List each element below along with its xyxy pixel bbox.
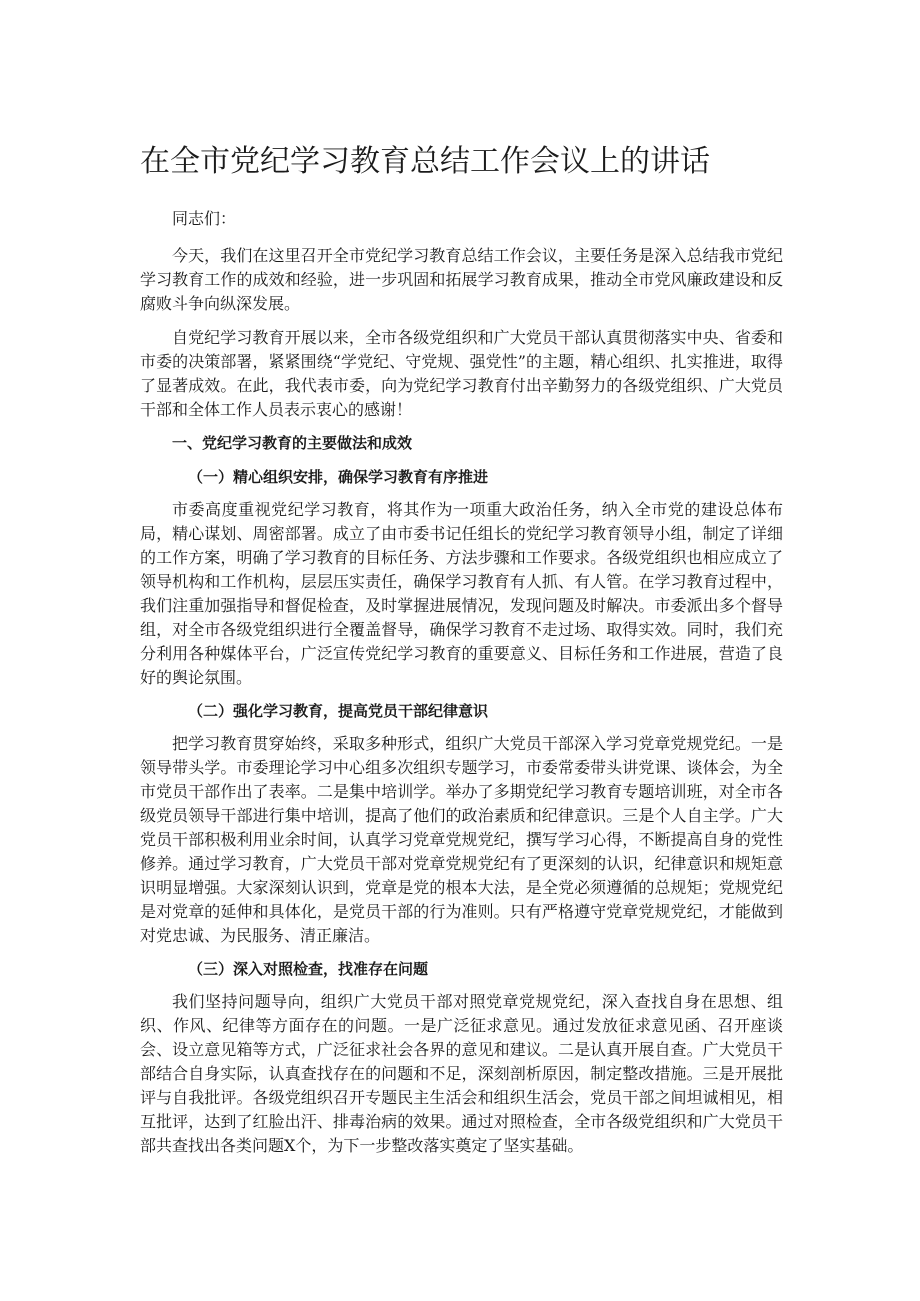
document-title: 在全市党纪学习教育总结工作会议上的讲话 [140, 144, 710, 179]
subsection-heading-2: （二）强化学习教育，提高党员干部纪律意识 [188, 702, 489, 720]
intro-paragraph-1: 今天，我们在这里召开全市党纪学习教育总结工作会议，主要任务是深入总结我市党纪学习教育工作的成效和经验，进一步巩固和拓展学习教育成果，推动全市党风廉政建设和反腐败斗争向纵深发展。 [140, 246, 783, 313]
subsection-heading-1: （一）精心组织安排，确保学习教育有序推进 [188, 468, 489, 486]
subsection-heading-3: （三）深入对照检查，找准存在问题 [188, 960, 429, 978]
subsection-2-paragraph: 把学习教育贯穿始终，采取多种形式，组织广大党员干部深入学习党章党规党纪。一是领导带头学。市委理论学习中心组多次组织专题学习，市委常委带头讲党课、谈体会，为全市党员干部作出了表率。二是集中培训学。举办了多期党纪学习教育专题培训班，对全市各级党员领导干部进行集中培训，提高了他们的政治素质和纪律意识。三是个人自主学。广大党员干部积极利用业余时间，认真学习党章党规党纪，撰写学习心得，不断提高自身的党性修养。通过学习教育，广大党员干部对党章党规党纪有了更深刻的认识，纪律意识和规矩意识明显增强。大家深刻认识到，党章是党的根本大法，是全党必须遵循的总规矩；党规党纪是对党章的延伸和具体化，是党员干部的行为准则。只有严格遵守党章党规党纪，才能做到对党忠诚、为民服务、清正廉洁。 [140, 734, 783, 945]
section-heading-1: 一、党纪学习教育的主要做法和成效 [172, 434, 413, 452]
salutation: 同志们： [172, 209, 237, 228]
document-body [140, 140, 783, 1168]
intro-paragraph-2: 自党纪学习教育开展以来，全市各级党组织和广大党员干部认真贯彻落实中央、省委和市委的决策部署，紧紧围绕“学党纪、守党规、强党性”的主题，精心组织、扎实推进，取得了显著成效。在此，我代表市委，向为党纪学习教育付出辛勤努力的各级党组织、广大党员干部和全体工作人员表示衷心的感谢！ [140, 328, 783, 419]
subsection-1-paragraph: 市委高度重视党纪学习教育，将其作为一项重大政治任务，纳入全市党的建设总体布局，精心谋划、周密部署。成立了由市委书记任组长的党纪学习教育领导小组，制定了详细的工作方案，明确了学习教育的目标任务、方法步骤和工作要求。各级党组织也相应成立了领导机构和工作机构，层层压实责任，确保学习教育有人抓、有人管。在学习教育过程中，我们注重加强指导和督促检查，及时掌握进展情况，发现问题及时解决。市委派出多个督导组，对全市各级党组织进行全覆盖督导，确保学习教育不走过场、取得实效。同时，我们充分利用各种媒体平台，广泛宣传党纪学习教育的重要意义、目标任务和工作进展，营造了良好的舆论氛围。 [140, 500, 783, 687]
subsection-3-paragraph: 我们坚持问题导向，组织广大党员干部对照党章党规党纪，深入查找自身在思想、组织、作风、纪律等方面存在的问题。一是广泛征求意见。通过发放征求意见函、召开座谈会、设立意见箱等方式，广泛征求社会各界的意见和建议。二是认真开展自查。广大党员干部结合自身实际，认真查找存在的问题和不足，深刻剖析原因，制定整改措施。三是开展批评与自我批评。各级党组织召开专题民主生活会和组织生活会，党员干部之间坦诚相见，相互批评，达到了红脸出汗、排毒治病的效果。通过对照检查，全市各级党组织和广大党员干部共查找出各类问题X个，为下一步整改落实奠定了坚实基础。 [140, 992, 783, 1155]
